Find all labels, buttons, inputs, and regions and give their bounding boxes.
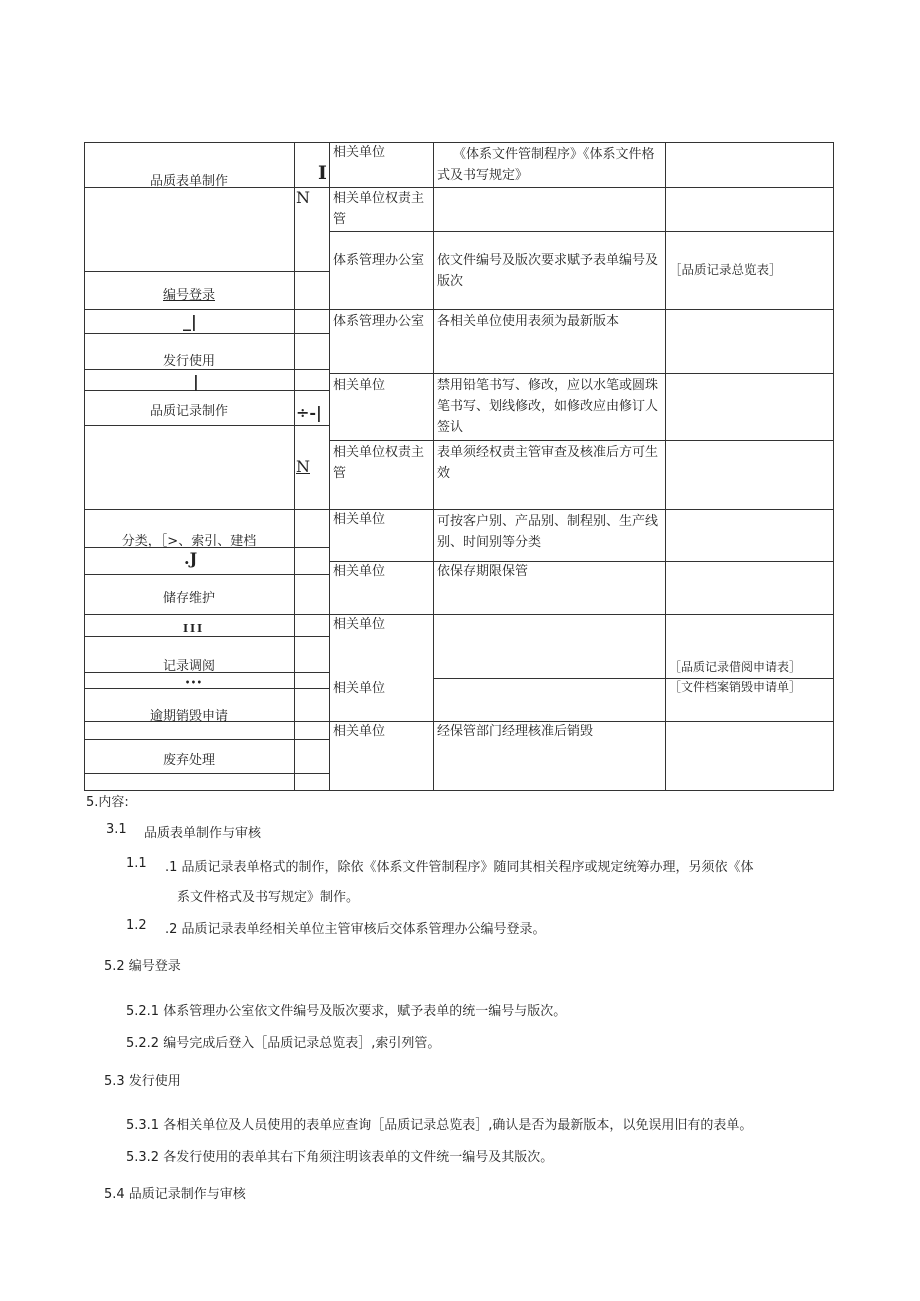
table-right-border <box>833 142 834 791</box>
paragraph-text: 5.3.1 各相关单位及人员使用的表单应查询［品质记录总览表］,确认是否为最新版本，以免误用旧有的表单。 <box>126 1118 753 1133</box>
row-line <box>329 440 834 441</box>
decision-mark: ÷-| <box>296 403 322 422</box>
decision-mark: N <box>296 457 310 476</box>
flow-connector-arrow: I I I <box>183 622 202 635</box>
row-unit: 相关单位 <box>333 564 386 579</box>
flow-line <box>84 574 330 575</box>
row-description: 可按客户别、产品别、制程别、生产线别、时间别等分类 <box>437 514 659 550</box>
paragraph-text: 5.2.2 编号完成后登入［品质记录总览表］,索引列管。 <box>126 1036 441 1051</box>
row-unit: 体系管理办公室 <box>333 253 425 268</box>
flow-step-destroy-request: 逾期销毁申请 <box>149 709 228 724</box>
paragraph-text: 系文件格式及书写规定》制作。 <box>177 890 360 905</box>
row-line <box>329 373 834 374</box>
flow-line <box>84 739 330 740</box>
row-unit: 相关单位权责主管 <box>333 191 425 227</box>
paragraph-number: 1.2 <box>126 918 147 933</box>
table-bottom-border <box>84 790 834 791</box>
table-top-border <box>84 142 834 143</box>
row-form: ［品质记录总览表］ <box>669 262 782 277</box>
section-title: 5.3 发行使用 <box>104 1074 181 1089</box>
flow-line <box>84 636 330 637</box>
paragraph-text: 5.3.2 各发行使用的表单其右下角须注明该表单的文件统一编号及其版次。 <box>126 1150 554 1165</box>
row-unit: 相关单位 <box>333 512 386 527</box>
flow-connector-arrow: .J <box>184 549 198 568</box>
section-title: 5.4 品质记录制作与审核 <box>104 1187 246 1202</box>
col-line-unit <box>433 142 434 791</box>
paragraph-text: .2 品质记录表单经相关单位主管审核后交体系管理办公编号登录。 <box>165 922 546 937</box>
flow-step-storage: 储存维护 <box>162 591 215 606</box>
flow-line <box>84 688 330 689</box>
row-description: 表单须经权责主管审查及核准后方可生效 <box>437 445 659 481</box>
row-form: ［文件档案销毁申请单］ <box>669 680 802 694</box>
row-form: ［品质记录借阅申请表］ <box>669 660 802 674</box>
flow-step-record-making: 品质记录制作 <box>149 404 228 419</box>
flow-line <box>84 369 330 370</box>
table-left-border <box>84 142 85 791</box>
flow-line <box>84 614 330 615</box>
flow-line <box>84 773 330 774</box>
flow-line <box>84 333 330 334</box>
flow-step-issue-use: 发行使用 <box>162 354 215 369</box>
section-title: 品质表单制作与审核 <box>144 826 262 841</box>
row-unit: 相关单位 <box>333 681 386 696</box>
col-line-mark <box>329 142 330 791</box>
row-description: 各相关单位使用表须为最新版本 <box>437 314 620 329</box>
row-description: 依文件编号及版次要求赋予表单编号及版次 <box>437 253 659 289</box>
row-unit: 相关单位 <box>333 378 386 393</box>
row-unit: 相关单位权责主管 <box>333 445 425 481</box>
row-unit: 相关单位 <box>333 145 386 160</box>
flow-line <box>84 271 330 272</box>
flow-connector-arrow: _| <box>183 312 197 331</box>
flow-mark: I <box>318 162 327 184</box>
flow-connector-arrow: | <box>193 372 199 391</box>
row-unit: 相关单位 <box>333 724 386 739</box>
flow-line <box>84 509 330 510</box>
flow-step-numbering: 编号登录 <box>162 288 215 303</box>
content-heading: 5.内容: <box>86 795 129 810</box>
decision-mark: N <box>296 188 310 207</box>
section-number: 3.1 <box>106 822 127 837</box>
flow-connector-arrow: • • • <box>185 677 201 687</box>
col-line-flow <box>294 142 295 791</box>
row-line <box>329 231 834 232</box>
flow-step-form-making: 品质表单制作 <box>149 174 228 189</box>
flow-line <box>84 309 330 310</box>
flow-line <box>84 390 330 391</box>
paragraph-text: .1 品质记录表单格式的制作，除依《体系文件管制程序》随同其相关程序或规定统筹办理，另须依《体 <box>165 860 754 875</box>
paragraph-number: 1.1 <box>126 856 147 871</box>
flow-step-disposal: 废弃处理 <box>162 753 215 768</box>
row-unit: 相关单位 <box>333 617 386 632</box>
row-description: 禁用铅笔书写、修改，应以水笔或圆珠笔书写、划线修改，如修改应由修订人签认 <box>437 378 659 435</box>
paragraph-text: 5.2.1 体系管理办公室依文件编号及版次要求，赋予表单的统一编号与版次。 <box>126 1004 567 1019</box>
flow-step-classify: 分类，［>、索引、建档 <box>121 534 257 549</box>
col-line-desc <box>665 142 666 791</box>
section-title: 5.2 编号登录 <box>104 959 181 974</box>
row-description: 依保存期限保管 <box>437 564 529 579</box>
flow-line <box>84 425 330 426</box>
row-unit: 体系管理办公室 <box>333 314 425 329</box>
row-line <box>329 309 834 310</box>
row-description: 《体系文件管制程序》《体系文件格式及书写规定》 <box>437 147 655 183</box>
flow-step-retrieval: 记录调阅 <box>162 659 215 674</box>
row-description: 经保管部门经理核准后销毁 <box>437 724 594 739</box>
